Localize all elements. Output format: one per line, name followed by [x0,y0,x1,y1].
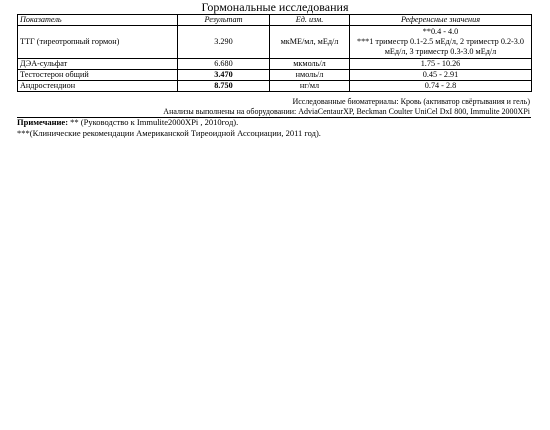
result-cell: 3.290 [178,26,270,59]
reference-line: ***1 триместр 0.1-2.5 мЕд/л, 2 триместр 0.2-3.0 [356,37,525,46]
table-row [18,70,532,81]
indicator-cell: ТТГ (тиреотропный гормон) [18,26,178,59]
reference-cell [350,26,532,59]
table-row [18,81,532,92]
result-cell: 6.680 [178,59,270,70]
unit-cell: мкмоль/л [270,59,350,70]
note-line-1 [17,117,238,127]
reference-cell: 0.74 - 2.8 [350,81,532,92]
unit-cell: мкМЕ/мл, мЕд/л [270,26,350,59]
indicator-cell: Андростендион [18,81,178,92]
hormone-results-table [17,14,532,92]
table-row [18,26,532,59]
table-header-row [18,15,532,26]
header-unit: Ед. изм. [270,15,350,26]
header-reference: Референсные значения [350,15,532,26]
biomaterial-note: Исследованные биоматериалы: Кровь (активатор свёртывания и гель) [292,97,530,106]
reference-line: мЕд/л, 3 триместр 0.3-3.0 мЕд/л [384,47,497,56]
unit-cell: нг/мл [270,81,350,92]
unit-cell: нмоль/л [270,70,350,81]
reference-line: **0.4 - 4.0 [422,27,459,36]
indicator-cell: Тестостерон общий [18,70,178,81]
equipment-note: Анализы выполнены на оборудовании: AdviaCentaurXP, Beckman Coulter UniCel DxI 800, Immulite 2000XPi [163,107,530,116]
reference-cell: 1.75 - 10.26 [350,59,532,70]
result-cell: 3.470 [178,70,270,81]
header-indicator: Показатель [18,15,178,26]
result-cell: 8.750 [178,81,270,92]
note-text-1: ** (Руководство к Immulite2000XPi , 2010год). [70,117,239,127]
page-title: Гормональные исследования [201,0,349,14]
indicator-cell: ДЭА-сульфат [18,59,178,70]
reference-cell: 0.45 - 2.91 [350,70,532,81]
table-row [18,59,532,70]
header-result: Результат [178,15,270,26]
note-label: Примечание: [17,117,69,127]
note-line-2: ***(Клинические рекомендации Американской Тиреоидной Ассоциации, 2011 год). [17,128,321,138]
